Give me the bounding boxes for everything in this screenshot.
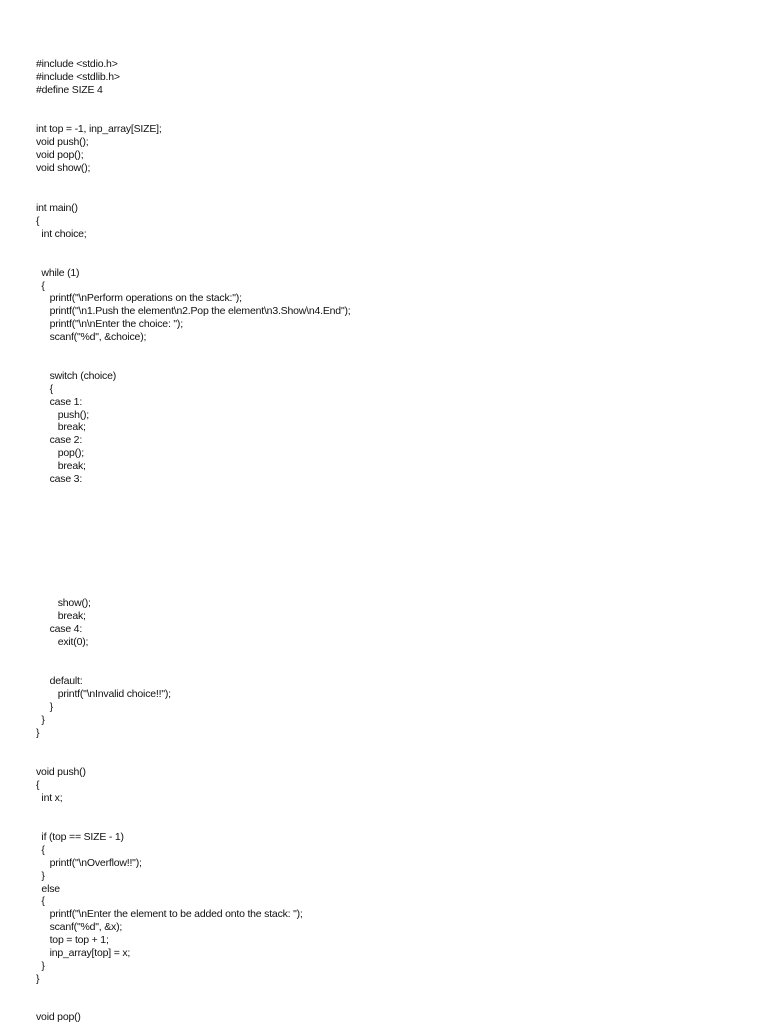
code-line: case 3:	[36, 473, 83, 485]
code-line: default:	[36, 675, 83, 687]
code-line: void show();	[36, 162, 91, 174]
code-line: while (1)	[36, 267, 80, 279]
code-line: printf("\n\nEnter the choice: ");	[36, 318, 183, 330]
code-line: {	[36, 383, 53, 395]
code-line: top = top + 1;	[36, 934, 109, 946]
code-line: printf("\nEnter the element to be added onto the stack: ");	[36, 908, 303, 920]
code-line: pop();	[36, 447, 84, 459]
code-line: printf("\n1.Push the element\n2.Pop the element\n3.Show\n4.End");	[36, 305, 351, 317]
code-line: void pop();	[36, 149, 84, 161]
code-line: break;	[36, 610, 86, 622]
code-line: case 1:	[36, 396, 83, 408]
code-line: scanf("%d", &choice);	[36, 331, 147, 343]
code-line: push();	[36, 409, 90, 421]
code-line: switch (choice)	[36, 370, 117, 382]
code-line: inp_array[top] = x;	[36, 947, 131, 959]
code-line: #include <stdlib.h>	[36, 71, 120, 83]
code-line: if (top == SIZE - 1)	[36, 831, 124, 843]
code-line: break;	[36, 421, 86, 433]
code-line: case 4:	[36, 623, 83, 635]
code-line: #define SIZE 4	[36, 84, 103, 96]
code-line: {	[36, 215, 40, 227]
code-line: scanf("%d", &x);	[36, 921, 123, 933]
code-line: printf("\nOverflow!!");	[36, 857, 142, 869]
code-line: }	[36, 701, 53, 713]
code-line: }	[36, 870, 45, 882]
code-line: show();	[36, 597, 91, 609]
code-line: void push()	[36, 766, 86, 778]
code-line: }	[36, 973, 40, 985]
code-line: }	[36, 714, 45, 726]
code-line: {	[36, 779, 40, 791]
code-line: void pop()	[36, 1011, 81, 1023]
code-line: #include <stdio.h>	[36, 58, 118, 70]
code-line: }	[36, 960, 45, 972]
code-line: {	[36, 844, 45, 856]
code-line: int choice;	[36, 228, 87, 240]
code-line: break;	[36, 460, 86, 472]
code-line: case 2:	[36, 434, 83, 446]
code-line: int top = -1, inp_array[SIZE];	[36, 123, 162, 135]
code-line: {	[36, 895, 45, 907]
code-line: int x;	[36, 792, 63, 804]
code-line: void push();	[36, 136, 89, 148]
code-line: }	[36, 727, 40, 739]
code-line: int main()	[36, 202, 78, 214]
code-line: {	[36, 280, 45, 292]
code-line: else	[36, 883, 60, 895]
code-line: exit(0);	[36, 636, 89, 648]
code-line: printf("\nPerform operations on the stack:");	[36, 292, 242, 304]
code-line: printf("\nInvalid choice!!");	[36, 688, 171, 700]
